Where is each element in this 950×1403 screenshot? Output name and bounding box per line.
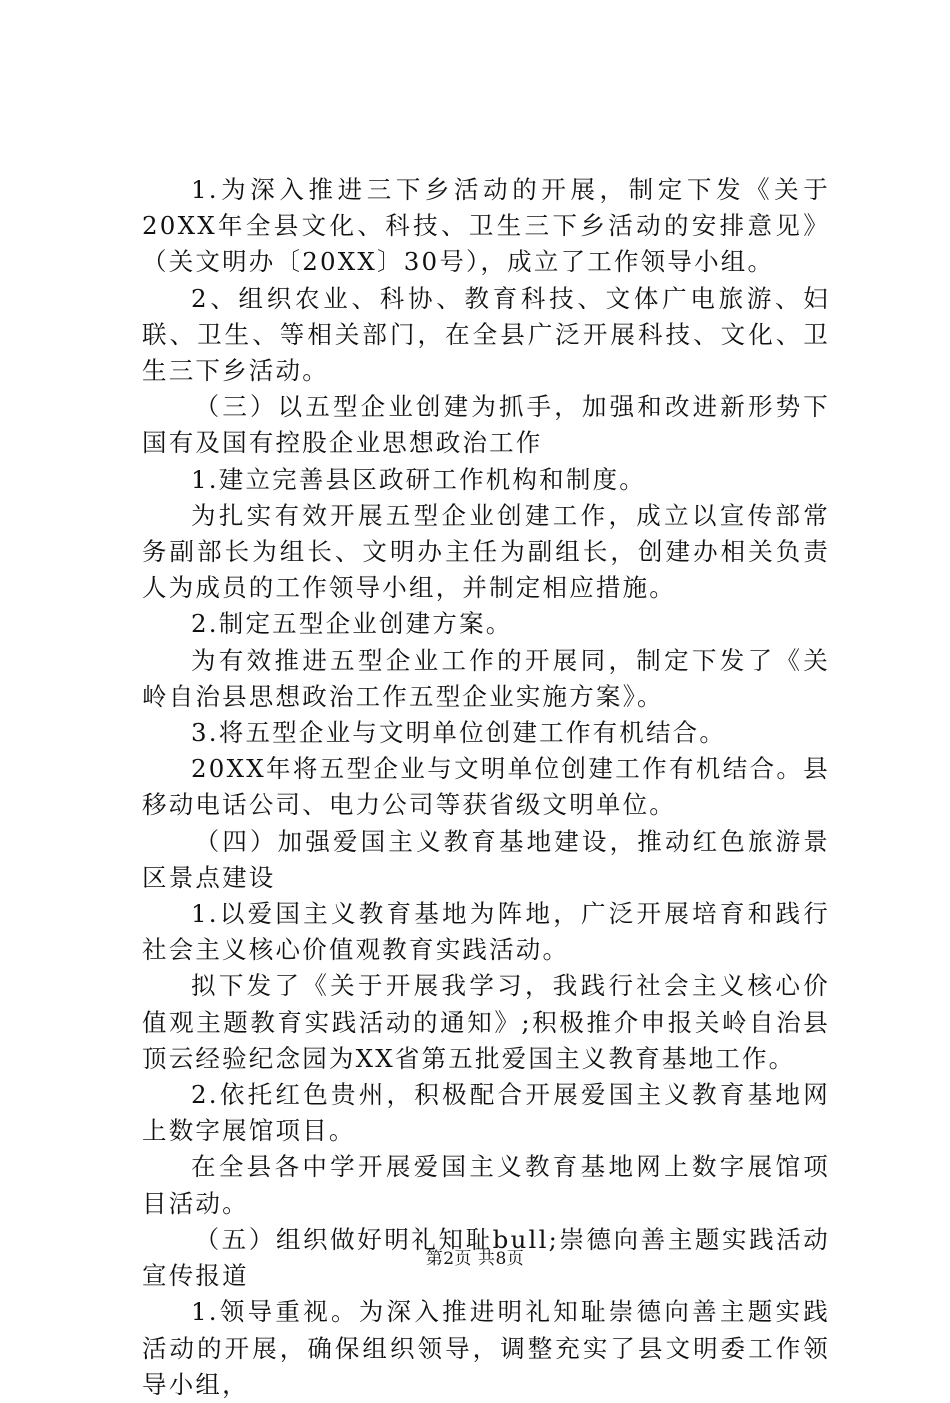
paragraph-4: 1.建立完善县区政研工作机构和制度。 [191, 464, 646, 494]
paragraph-12: 拟下发了《关于开展我学习，我践行社会主义核心价值观主题教育实践活动的通知》;积极推介申报关岭自治县顶云经验纪念园为XX省第五批爱国主义教育基地工作。 [142, 971, 830, 1073]
paragraph-11: 1.以爱国主义教育基地为阵地，广泛开展培育和践行社会主义核心价值观教育实践活动。 [142, 899, 830, 965]
paragraph-7: 为有效推进五型企业工作的开展同，制定下发了《关岭自治县思想政治工作五型企业实施方案》。 [142, 645, 830, 711]
paragraph-1: 1.为深入推进三下乡活动的开展，制定下发《关于20XX年全县文化、科技、卫生三下乡活动的安排意见》（关文明办〔20XX〕30号），成立了工作领导小组。 [142, 175, 830, 277]
section-heading-4: （四）加强爱国主义教育基地建设，推动红色旅游景区景点建设 [142, 826, 830, 892]
paragraph-14: 在全县各中学开展爱国主义教育基地网上数字展馆项目活动。 [142, 1152, 830, 1218]
paragraph-5: 为扎实有效开展五型企业创建工作，成立以宣传部常务副部长为组长、文明办主任为副组长，创建办相关负责人为成员的工作领导小组，并制定相应措施。 [142, 500, 830, 603]
page-indicator: 第2页 共8页 [425, 1249, 525, 1269]
paragraph-13: 2.依托红色贵州，积极配合开展爱国主义教育基地网上数字展馆项目。 [142, 1080, 830, 1146]
paragraph-8: 3.将五型企业与文明单位创建工作有机结合。 [191, 718, 727, 748]
document-body [142, 172, 830, 1403]
paragraph-2: 2、组织农业、科协、教育科技、文体广电旅游、妇联、卫生、等相关部门，在全县广泛开展科技、文化、卫生三下乡活动。 [142, 283, 830, 386]
section-heading-3: （三）以五型企业创建为抓手，加强和改进新形势下国有及国有控股企业思想政治工作 [142, 392, 830, 458]
paragraph-6: 2.制定五型企业创建方案。 [191, 609, 513, 639]
section-heading-5: （五）组织做好明礼知耻bull;崇德向善主题实践活动宣传报道 [142, 1224, 830, 1291]
page-footer [0, 1244, 950, 1269]
paragraph-16: 1.领导重视。为深入推进明礼知耻崇德向善主题实践活动的开展，确保组织领导，调整充实了县文明委工作领导小组， [142, 1297, 830, 1399]
paragraph-9: 20XX年将五型企业与文明单位创建工作有机结合。县移动电话公司、电力公司等获省级文明单位。 [142, 754, 830, 820]
